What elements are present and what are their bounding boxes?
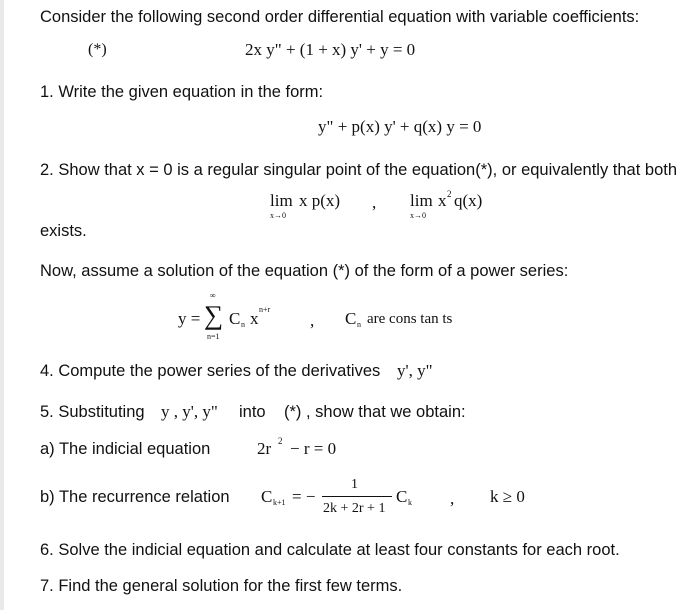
limit-2-operator: lim bbox=[410, 191, 433, 210]
exists-text: exists. bbox=[40, 222, 87, 240]
question-1-text: 1. Write the given equation in the form: bbox=[40, 83, 324, 101]
limit-1-subscript: x→0 bbox=[270, 211, 286, 220]
note-coefficient-subscript: n bbox=[357, 320, 361, 329]
indicial-base: 2r bbox=[257, 439, 272, 458]
question-5-prefix: 5. Substituting bbox=[40, 403, 145, 421]
main-equation: 2x y" + (1 + x) y' + y = 0 bbox=[245, 40, 416, 59]
limit-1-expression: x p(x) bbox=[299, 191, 341, 210]
summation-upper-limit: ∞ bbox=[210, 291, 216, 300]
limit-2-subscript: x→0 bbox=[410, 211, 426, 220]
summation-lower-limit: n=1 bbox=[207, 332, 220, 341]
recurrence-rhs-coefficient: C bbox=[396, 487, 408, 506]
recurrence-lhs-coefficient: C bbox=[261, 487, 273, 506]
part-b-label: b) The recurrence relation bbox=[40, 488, 230, 506]
left-edge-divider bbox=[0, 0, 4, 610]
series-coefficient: C bbox=[229, 309, 241, 328]
limit-2-expression: q(x) bbox=[454, 191, 483, 210]
question-4-math: y', y" bbox=[397, 361, 433, 380]
series-lhs: y = bbox=[178, 309, 201, 328]
note-text: are cons tan ts bbox=[367, 311, 453, 327]
recurrence-lhs-subscript: k+1 bbox=[273, 498, 286, 507]
note-coefficient: C bbox=[345, 309, 357, 328]
question-5-suffix: (*) , show that we obtain: bbox=[284, 403, 466, 421]
limit-2-exponent: 2 bbox=[447, 189, 452, 199]
recurrence-separator: , bbox=[450, 489, 455, 508]
indicial-rest: − r = 0 bbox=[290, 439, 337, 458]
question-1-standard-form: y" + p(x) y' + q(x) y = 0 bbox=[318, 117, 482, 136]
series-coefficient-subscript: n bbox=[241, 320, 245, 329]
indicial-exponent: 2 bbox=[278, 436, 283, 446]
fraction-denominator: 2k + 2r + 1 bbox=[323, 501, 386, 516]
question-2-text: 2. Show that x = 0 is a regular singular point of the equation(*), or equivalently that both bbox=[40, 161, 678, 179]
limit-separator: , bbox=[372, 193, 377, 212]
question-4-text: 4. Compute the power series of the derivatives bbox=[40, 362, 381, 380]
fraction-bar bbox=[322, 496, 392, 497]
fraction-numerator: 1 bbox=[351, 477, 358, 492]
recurrence-condition: k ≥ 0 bbox=[490, 487, 525, 506]
question-6-text: 6. Solve the indicial equation and calculate at least four constants for each root. bbox=[40, 541, 620, 559]
summation-sign: ∑ bbox=[204, 300, 224, 330]
series-exponent: n+r bbox=[259, 305, 271, 314]
assumption-text: Now, assume a solution of the equation (*) of the form of a power series: bbox=[40, 262, 569, 280]
series-separator: , bbox=[310, 311, 315, 330]
limit-1-operator: lim bbox=[270, 191, 293, 210]
question-7-text: 7. Find the general solution for the first few terms. bbox=[40, 577, 403, 595]
recurrence-rhs-subscript: k bbox=[408, 498, 412, 507]
recurrence-equals: = − bbox=[292, 487, 316, 506]
limit-2-base: x bbox=[438, 191, 447, 210]
question-5-middle: into bbox=[239, 403, 266, 421]
part-a-label: a) The indicial equation bbox=[40, 440, 211, 458]
series-variable: x bbox=[250, 309, 259, 328]
intro-text: Consider the following second order differential equation with variable coefficients: bbox=[40, 8, 640, 26]
question-5-math: y , y', y" bbox=[161, 402, 218, 421]
equation-star-label: (*) bbox=[88, 41, 107, 58]
